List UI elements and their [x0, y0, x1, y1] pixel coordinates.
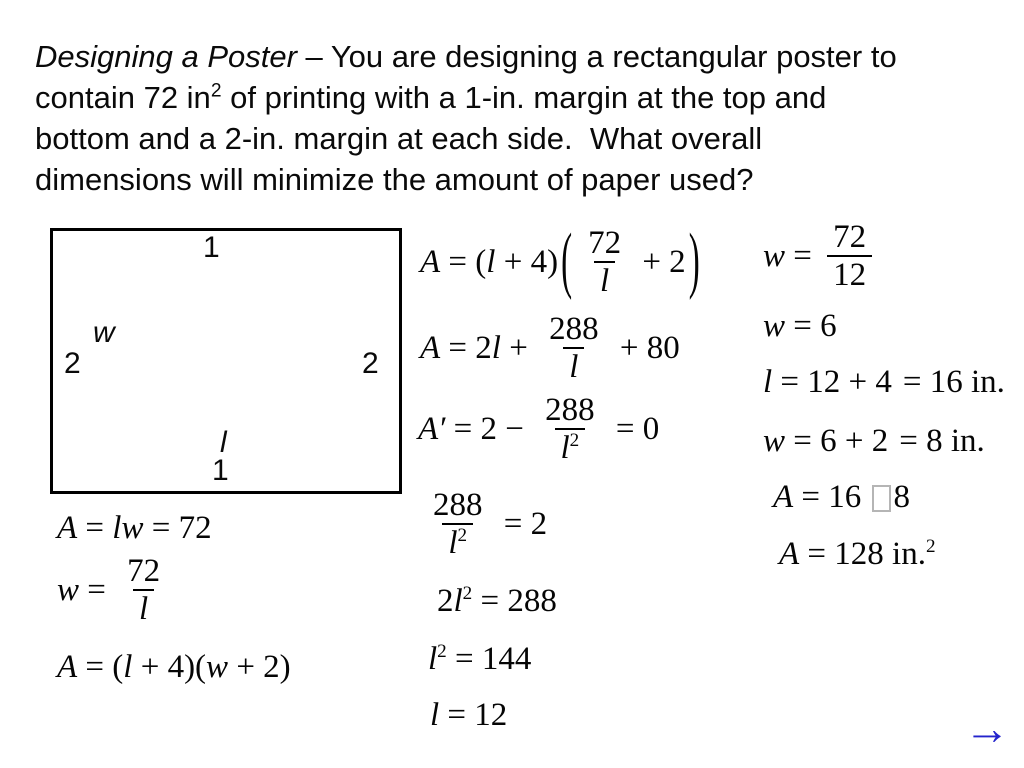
math-text: = 2	[495, 505, 548, 542]
math-text: A = (l + 4)	[420, 243, 559, 280]
math-text: $2l^2 = 288$	[437, 582, 557, 619]
equation-length-total	[763, 362, 1005, 402]
math-text: A = lw = 72	[57, 509, 212, 546]
equation-solve-step-3	[428, 639, 531, 679]
math-text: A = 128 in.$^2$	[779, 535, 936, 572]
fraction: $\frac{72}{l}$	[127, 552, 161, 627]
math-text: + 2	[634, 243, 686, 280]
next-slide-arrow-icon[interactable]: →	[964, 703, 1010, 754]
equation-area-product	[773, 477, 910, 517]
math-text: = 0	[607, 410, 660, 447]
problem-line-4: dimensions will minimize the amount of paper used?	[35, 162, 754, 197]
equation-width-formula	[57, 550, 173, 630]
equation-area-constraint	[57, 508, 212, 548]
problem-line-2: contain 72 $in^2$ of printing with a 1-in. margin at the top and	[35, 80, 827, 115]
math-text: w =	[763, 237, 821, 274]
equation-width-total	[763, 421, 985, 461]
label-left-margin: 2	[64, 347, 81, 380]
equation-width-value	[763, 306, 837, 346]
math-text: = 8 in.	[899, 422, 985, 459]
problem-line-3: bottom and a 2-in. margin at each side. What overall	[35, 121, 763, 156]
equation-area-substituted	[420, 218, 703, 306]
equation-solve-step-4	[430, 695, 507, 735]
equation-area-outer	[57, 645, 291, 689]
math-text: l = 12	[430, 696, 508, 733]
label-right-margin: 2	[362, 347, 379, 380]
math-text: + 80	[611, 329, 680, 366]
fraction: $\frac{288}{l^2}$	[545, 391, 595, 466]
big-close-paren: )	[688, 220, 700, 302]
label-length-l: l	[220, 426, 227, 459]
label-bottom-margin: 1	[212, 454, 229, 487]
fraction: $\frac{288}{l}$	[549, 310, 599, 385]
problem-line-1: Designing a Poster – You are designing a rectangular poster to	[35, 39, 897, 74]
math-text: w = 6 + 2	[763, 422, 889, 459]
math-text: A = 16	[773, 478, 870, 515]
math-text: l = 12 + 4	[763, 363, 892, 400]
missing-glyph-box	[872, 485, 891, 512]
math-text: 8	[893, 478, 911, 515]
equation-derivative-zero	[418, 390, 659, 468]
fraction: $\frac{72}{12}$	[827, 219, 872, 294]
math-text: $l^2 = 144$	[428, 640, 532, 677]
math-text: = 16 in.	[902, 363, 1005, 400]
math-text: w = 6	[763, 307, 837, 344]
equation-area-expanded	[420, 308, 680, 388]
fraction: $\frac{72}{l}$	[588, 224, 622, 299]
problem-statement	[35, 36, 897, 200]
squared-superscript: 2	[210, 80, 222, 102]
equation-width-fraction	[763, 216, 879, 296]
big-open-paren: (	[561, 220, 573, 302]
math-text: w =	[57, 571, 115, 608]
math-text: A′ = 2 −	[418, 410, 533, 447]
equation-solve-step-1	[427, 484, 547, 564]
fraction: $\frac{288}{l^2}$	[433, 486, 483, 561]
equation-solve-step-2	[437, 581, 557, 621]
label-width-w: w	[93, 316, 115, 349]
label-top-margin: 1	[203, 231, 220, 264]
problem-title: Designing a Poster	[35, 39, 297, 74]
math-text: A = 2l +	[420, 329, 537, 366]
equation-area-value	[779, 534, 936, 574]
math-text: A = (l + 4)(w + 2)	[57, 648, 291, 685]
